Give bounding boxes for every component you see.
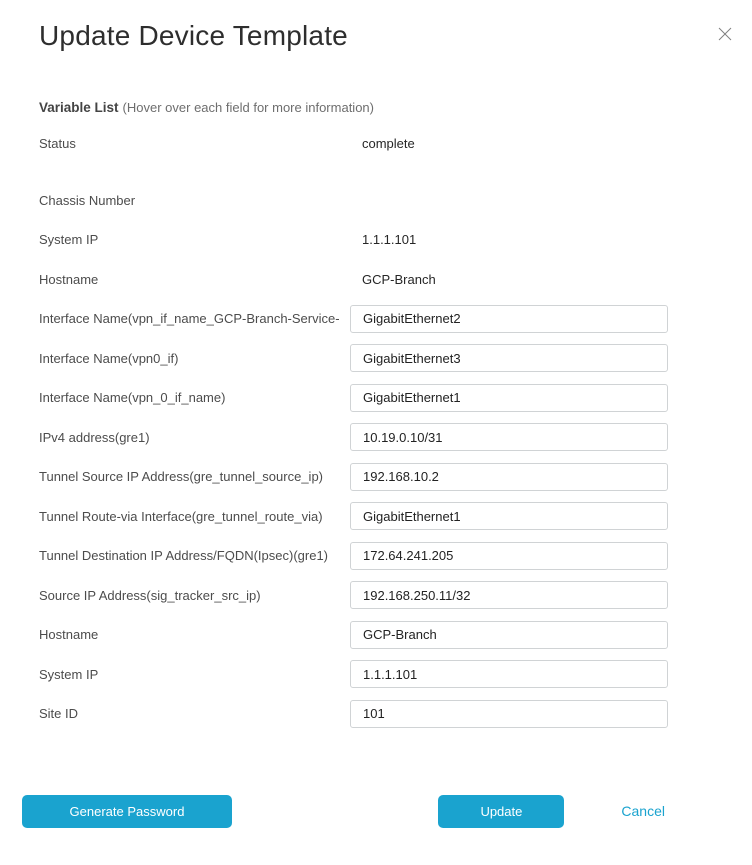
variable-row bbox=[39, 378, 752, 418]
field-label: Source IP Address(sig_tracker_src_ip) bbox=[39, 587, 261, 603]
field-input[interactable] bbox=[350, 344, 668, 372]
variable-list-heading bbox=[39, 100, 752, 115]
field-label: Tunnel Source IP Address(gre_tunnel_source_ip) bbox=[39, 469, 324, 485]
variable-list-hint: (Hover over each field for more information) bbox=[122, 100, 374, 115]
field-value: complete bbox=[362, 136, 415, 152]
modal-footer bbox=[0, 795, 752, 828]
field-value: GCP-Branch bbox=[362, 271, 436, 287]
field-input[interactable] bbox=[350, 700, 668, 728]
field-input[interactable] bbox=[350, 502, 668, 530]
field-label: System IP bbox=[39, 666, 99, 682]
field-input[interactable] bbox=[350, 542, 668, 570]
variable-row bbox=[39, 457, 752, 497]
variable-row bbox=[39, 694, 752, 734]
field-input[interactable] bbox=[350, 463, 668, 491]
variable-list-label: Variable List bbox=[39, 100, 119, 115]
variable-row bbox=[39, 124, 752, 164]
field-label: IPv4 address(gre1) bbox=[39, 429, 150, 445]
variable-row bbox=[39, 220, 752, 260]
variable-row bbox=[39, 536, 752, 576]
field-input[interactable] bbox=[350, 621, 668, 649]
field-label: Interface Name(vpn_0_if_name) bbox=[39, 390, 226, 406]
variable-row bbox=[39, 655, 752, 695]
variable-list bbox=[39, 124, 752, 734]
page-title: Update Device Template bbox=[39, 20, 348, 51]
generate-password-button[interactable]: Generate Password bbox=[22, 795, 232, 828]
field-label: Tunnel Route-via Interface(gre_tunnel_route_via) bbox=[39, 508, 323, 524]
update-button[interactable]: Update bbox=[438, 795, 564, 828]
variable-row bbox=[39, 615, 752, 655]
variable-row bbox=[39, 299, 752, 339]
variable-row bbox=[39, 497, 752, 537]
close-icon[interactable] bbox=[717, 26, 733, 42]
cancel-button[interactable]: Cancel bbox=[621, 803, 665, 819]
variable-row bbox=[39, 418, 752, 458]
variable-row bbox=[39, 339, 752, 379]
field-input[interactable] bbox=[350, 660, 668, 688]
field-label: Interface Name(vpn0_if) bbox=[39, 350, 179, 366]
variable-row bbox=[39, 181, 752, 221]
field-label: Chassis Number bbox=[39, 192, 136, 208]
field-input[interactable] bbox=[350, 305, 668, 333]
field-label: Status bbox=[39, 136, 76, 152]
update-device-template-modal bbox=[0, 20, 752, 865]
field-input[interactable] bbox=[350, 581, 668, 609]
field-label: Tunnel Destination IP Address/FQDN(Ipsec)(gre1) bbox=[39, 548, 329, 564]
field-label: Hostname bbox=[39, 271, 99, 287]
field-label: Hostname bbox=[39, 627, 99, 643]
variable-row bbox=[39, 260, 752, 300]
field-label: System IP bbox=[39, 232, 99, 248]
field-value: 1.1.1.101 bbox=[362, 232, 417, 248]
field-label: Site ID bbox=[39, 706, 79, 722]
variable-row bbox=[39, 576, 752, 616]
field-label: Interface Name(vpn_if_name_GCP-Branch-Service- bbox=[39, 311, 340, 327]
field-input[interactable] bbox=[350, 423, 668, 451]
field-input[interactable] bbox=[350, 384, 668, 412]
